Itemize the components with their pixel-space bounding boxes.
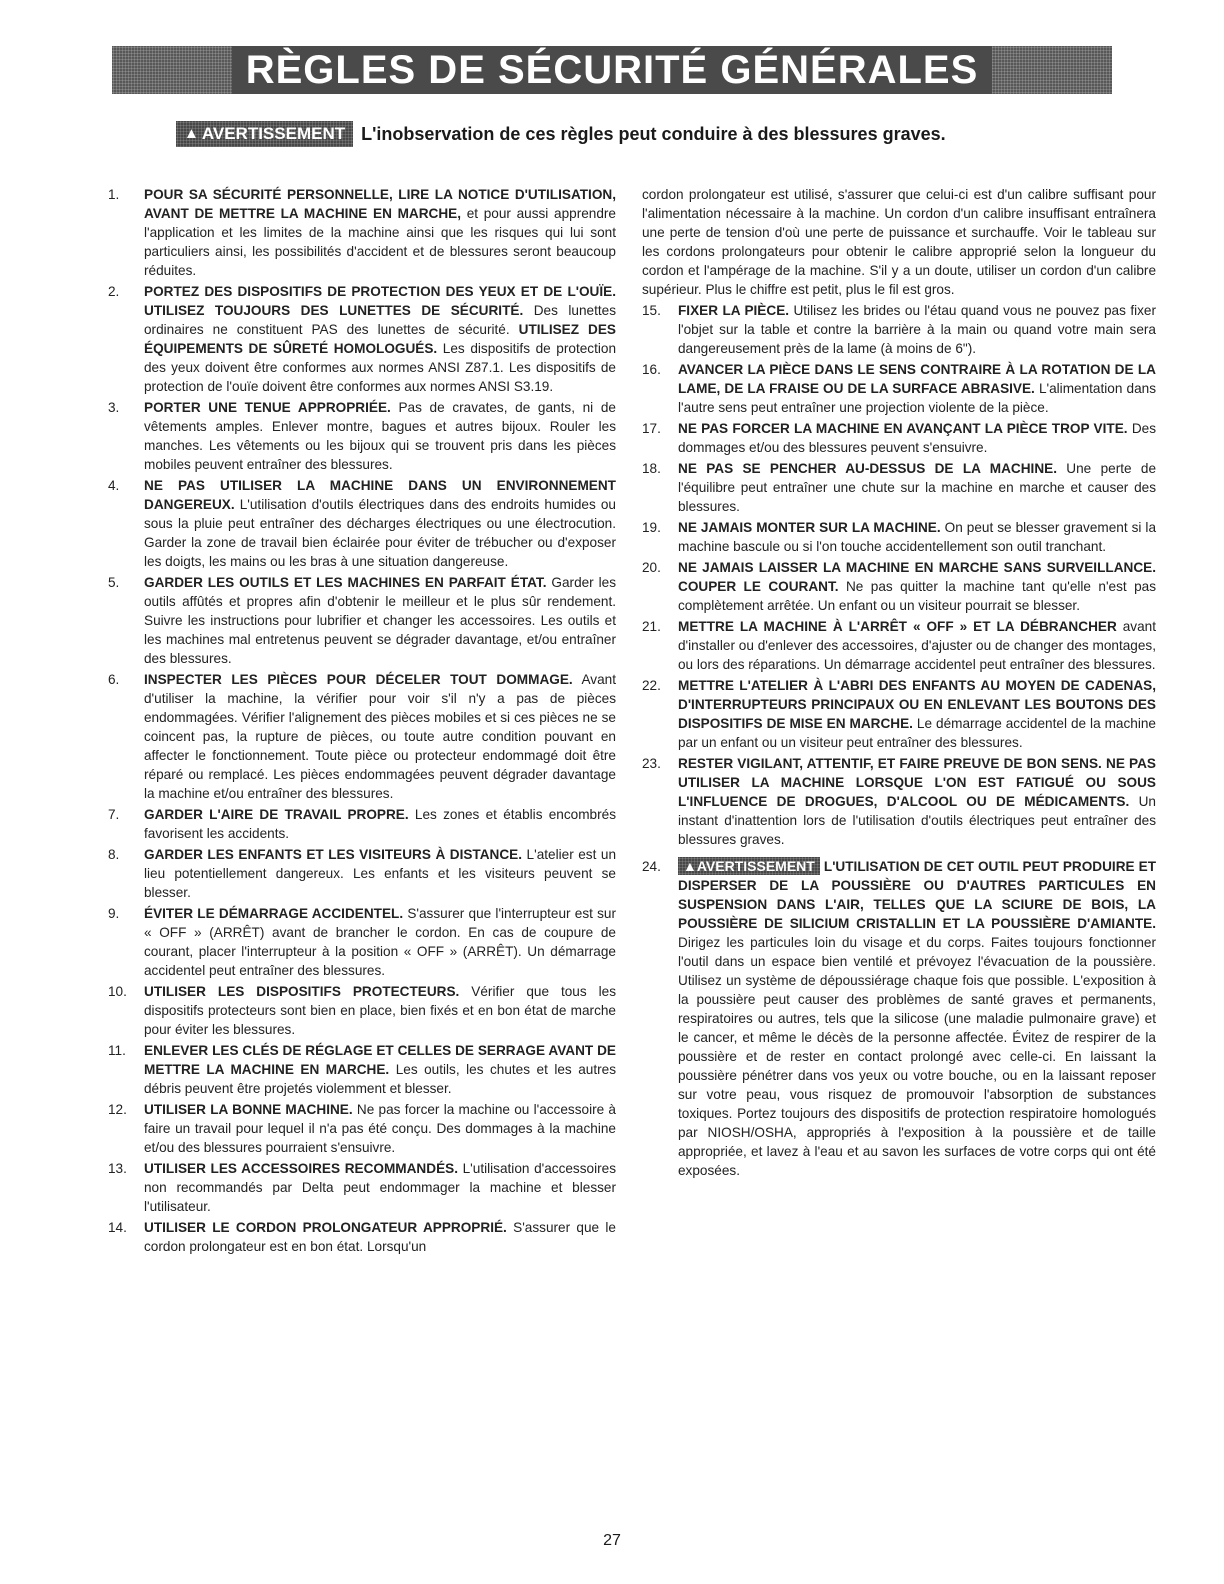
rule-item: [642, 754, 1156, 849]
page-title: RÈGLES DE SÉCURITÉ GÉNÉRALES: [232, 46, 993, 94]
left-column: [108, 185, 616, 1258]
rule-number: 15.: [642, 303, 661, 318]
rule-text: Les zones et établis encombrés favorisent les accidents.: [144, 807, 616, 841]
rule-heading: PORTER UNE TENUE APPROPRIÉE.: [144, 400, 391, 415]
rule-heading: L'UTILISATION DE CET OUTIL PEUT PRODUIRE ET DISPERSER DE LA POUSSIÈRE OU D'AUTRES PARTICULES EN SUSPENSION DANS L'AIR, TELLES QUE LA SCIURE DE BOIS, LA POUSSIÈRE DE SILICIUM CRISTALLIN ET LA POUSSIÈRE D'AMIANTE.: [678, 859, 1156, 931]
rule-number: 4.: [108, 478, 120, 493]
rule-item: [108, 904, 616, 980]
rule-heading: NE JAMAIS MONTER SUR LA MACHINE.: [678, 520, 941, 535]
rule-item: [108, 845, 616, 902]
rule-number: 24.: [642, 859, 661, 874]
rule-number: 3.: [108, 400, 120, 415]
rule-item: [108, 805, 616, 843]
rule-heading: GARDER L'AIRE DE TRAVAIL PROPRE.: [144, 807, 409, 822]
rule-number: 2.: [108, 284, 120, 299]
rule-text: L'atelier est un lieu potentiellement dangereux. Les enfants et les visiteurs peuvent se blesser.: [144, 847, 617, 900]
rule-heading: UTILISER LES DISPOSITIFS PROTECTEURS.: [144, 984, 460, 999]
rule-item: [108, 982, 616, 1039]
page-title-banner: [112, 46, 1112, 94]
rule-item: [108, 476, 616, 571]
rule-number: 13.: [108, 1161, 127, 1176]
rule-heading: NE PAS FORCER LA MACHINE EN AVANÇANT LA PIÈCE TROP VITE.: [678, 421, 1128, 436]
rule-item: [108, 398, 616, 474]
rule-item: [642, 459, 1156, 516]
rule-heading: METTRE L'ATELIER À L'ABRI DES ENFANTS AU MOYEN DE CADENAS, D'INTERRUPTEURS PRINCIPAUX OU EN ENLEVANT LES BOUTONS DES DISPOSITIFS DE MISE EN MARCHE.: [678, 678, 1156, 731]
rule-number: 21.: [642, 619, 661, 634]
rule-text: S'assurer que l'interrupteur est sur « OFF » (ARRÊT) avant de brancher le cordon. En cas de coupure de courant, placer l'interrupteur à la position « OFF » (ARRÊT). Un démarrage accidentel peut entraîner des blessures.: [144, 906, 616, 978]
rule-number: 19.: [642, 520, 661, 535]
rule-number: 16.: [642, 362, 661, 377]
rule-text: Ne pas quitter la machine tant qu'elle n'est pas complètement arrêtée. Un enfant ou un visiteur pourrait se blesser.: [678, 579, 1156, 613]
rule-heading: UTILISER LE CORDON PROLONGATEUR APPROPRIÉ.: [144, 1220, 507, 1235]
rule-item: [642, 360, 1156, 417]
rule-text: Une perte de l'équilibre peut entraîner une chute sur la machine en marche et causer des blessures.: [678, 461, 1157, 514]
right-column: [642, 185, 1156, 1182]
rule-heading: NE PAS UTILISER LA MACHINE DANS UN ENVIRONNEMENT DANGEREUX.: [144, 478, 616, 512]
rule-text: Les outils, les chutes et les autres débris peuvent être projetés violemment et blesser.: [144, 1062, 616, 1096]
rule-number: 1.: [108, 187, 120, 202]
rule-item: [642, 558, 1156, 615]
rule-heading: AVANCER LA PIÈCE DANS LE SENS CONTRAIRE À LA ROTATION DE LA LAME, DE LA FRAISE OU DE LA SURFACE ABRASIVE.: [678, 362, 1156, 396]
rule-number: 6.: [108, 672, 120, 687]
rule-number: 9.: [108, 906, 120, 921]
rule-number: 7.: [108, 807, 120, 822]
rule-item: [108, 573, 616, 668]
rule-heading: POUR SA SÉCURITÉ PERSONNELLE, LIRE LA NOTICE D'UTILISATION, AVANT DE METTRE LA MACHINE EN MARCHE,: [144, 187, 616, 221]
rule-heading: NE PAS SE PENCHER AU-DESSUS DE LA MACHINE.: [678, 461, 1057, 476]
rule-number: 5.: [108, 575, 120, 590]
rule-heading: GARDER LES OUTILS ET LES MACHINES EN PARFAIT ÉTAT.: [144, 575, 547, 590]
rule-heading: PORTEZ DES DISPOSITIFS DE PROTECTION DES YEUX ET DE L'OUÏE. UTILISEZ TOUJOURS DES LUNETTES DE SÉCURITÉ.: [144, 284, 616, 318]
rule-number: 20.: [642, 560, 661, 575]
rule-item: [108, 670, 616, 803]
warning-triangle-icon: ▲: [184, 125, 199, 142]
rule-item: [108, 185, 616, 280]
rule-heading: FIXER LA PIÈCE.: [678, 303, 790, 318]
rule-item: [642, 518, 1156, 556]
rule-number: 22.: [642, 678, 661, 693]
rule-item: [108, 1218, 616, 1256]
rule-heading: UTILISER LA BONNE MACHINE.: [144, 1102, 353, 1117]
rule-heading: INSPECTER LES PIÈCES POUR DÉCELER TOUT DOMMAGE.: [144, 672, 573, 687]
warning-header: [176, 119, 946, 149]
warning-badge-label: AVERTISSEMENT: [201, 124, 346, 143]
rule-item: [108, 1041, 616, 1098]
rule-text: Le démarrage accidentel de la machine par un enfant ou un visiteur peut entraîner des blessures.: [678, 716, 1156, 750]
warning-text: L'inobservation de ces règles peut conduire à des blessures graves.: [361, 123, 946, 144]
rule-text: Pas de cravates, de gants, ni de vêtements amples. Enlever montre, bagues et autres bijoux. Rouler les manches. Les vêtements ou les bijoux qui se trouvent pris dans les pièces mobiles peuvent entraîner des blessures.: [144, 400, 616, 472]
rule-heading: UTILISER LES ACCESSOIRES RECOMMANDÉS.: [144, 1161, 458, 1176]
rule-text: On peut se blesser gravement si la machine bascule ou si l'on touche accidentellement son outil tranchant.: [678, 520, 1156, 554]
rule-heading: ENLEVER LES CLÉS DE RÉGLAGE ET CELLES DE SERRAGE AVANT DE METTRE LA MACHINE EN MARCHE.: [144, 1043, 616, 1077]
rule-number: 14.: [108, 1220, 127, 1235]
rule-item: [108, 282, 616, 396]
rule-number: 18.: [642, 461, 661, 476]
rule-number: 12.: [108, 1102, 127, 1117]
rule-text: Vérifier que tous les dispositifs protecteurs sont bien en place, bien fixés et en bon état de marche pour éviter les blessures.: [144, 984, 616, 1037]
rule-text: L'alimentation dans l'autre sens peut entraîner une projection violente de la pièce.: [678, 381, 1156, 415]
rule-item: [642, 419, 1156, 457]
rule-item: [642, 301, 1156, 358]
rule-text: Des dommages et/ou des blessures peuvent s'ensuivre.: [678, 421, 1156, 455]
rule-item-24: [642, 857, 1156, 1180]
rule-heading: METTRE LA MACHINE À L'ARRÊT « OFF » ET LA DÉBRANCHER: [678, 619, 1117, 634]
warning-badge-label: AVERTISSEMENT: [696, 858, 815, 874]
rule-item: [108, 1100, 616, 1157]
warning-badge: [176, 121, 353, 147]
rule-text: Ne pas forcer la machine ou l'accessoire à faire un travail pour lequel il n'a pas été conçu. Des dommages à la machine et/ou des blessures pourraient s'ensuivre.: [144, 1102, 616, 1155]
rule-text: et pour aussi apprendre l'application et les limites de la machine ainsi que les risques qui lui sont particuliers ainsi, les possibilités d'accident et de blessures seront beaucoup réduites.: [144, 206, 616, 278]
warning-triangle-icon: ▲: [683, 858, 697, 874]
rule-heading: GARDER LES ENFANTS ET LES VISITEURS À DISTANCE.: [144, 847, 523, 862]
rule-text: L'utilisation d'accessoires non recommandés par Delta peut endommager la machine et blesser l'utilisateur.: [144, 1161, 616, 1214]
rule-text: S'assurer que le cordon prolongateur est en bon état. Lorsqu'un: [144, 1220, 616, 1254]
rule-text: Utilisez les brides ou l'étau quand vous ne pouvez pas fixer l'objet sur la table et contre la barrière à la main ou quand votre main sera dangereusement près de la lame (à moins de 6").: [678, 303, 1157, 356]
rule-number: 10.: [108, 984, 127, 999]
rule-heading: NE JAMAIS LAISSER LA MACHINE EN MARCHE SANS SURVEILLANCE. COUPER LE COURANT.: [678, 560, 1156, 594]
rule-text: avant d'installer ou d'enlever des accessoires, d'ajuster ou de changer des montages, ou lors des réparations. Un démarrage accidentel peut entraîner des blessures.: [678, 619, 1156, 672]
page-number: 27: [603, 1532, 621, 1549]
rule-14-continuation: cordon prolongateur est utilisé, s'assurer que celui-ci est d'un calibre suffisant pour l'alimentation nécessaire à la machine. Un cordon d'un calibre insuffisant entraînera une perte de tension d'où une perte de puissance et surchauffe. Voir le tableau sur les cordons prolongateurs pour obtenir le calibre approprié selon la longueur du cordon et l'ampérage de la machine. S'il y a un doute, utiliser un cordon d'un calibre supérieur. Plus le chiffre est petit, plus le fil est gros.: [642, 187, 1156, 297]
rule-number: 11.: [108, 1043, 126, 1058]
rule-number: 23.: [642, 756, 661, 771]
rule-text: Dirigez les particules loin du visage et du corps. Faites toujours fonctionner l'outil dans un espace bien ventilé et prévoyez l'évacuation de la poussière. Utilisez un système de dépoussiérage chaque fois que possible. L'exposition à la poussière peut causer des problèmes de santé graves et permanents, respiratoires ou autres, tels que la silicose (une maladie pulmonaire grave) et le cancer, et même le décès de la personne affectée. Évitez de respirer de la poussière et de rester en contact prolongé avec celle-ci. En laissant la poussière pénétrer dans vos yeux ou votre bouche, ou en la laissant reposer sur votre peau, vous risquez de promouvoir l'absorption de substances toxiques. Portez toujours des dispositifs de protection respiratoire homologués par NIOSH/OSHA, appropriés à l'exposition à la poussière et de taille appropriée, et lavez à l'eau et au savon les surfaces de votre corps qui ont été exposées.: [678, 935, 1156, 1178]
rule-item: [108, 1159, 616, 1216]
rule-heading: UTILISEZ DES ÉQUIPEMENTS DE SÛRETÉ HOMOLOGUÉS.: [144, 322, 616, 356]
rule-heading: RESTER VIGILANT, ATTENTIF, ET FAIRE PREUVE DE BON SENS. NE PAS UTILISER LA MACHINE LORSQUE L'ON EST FATIGUÉ OU SOUS L'INFLUENCE DE DROGUES, D'ALCOOL OU DE MÉDICAMENTS.: [678, 756, 1156, 809]
rule-text: Un instant d'inattention lors de l'utilisation d'outils électriques peut entraîner des blessures graves.: [678, 794, 1156, 847]
rule-heading: ÉVITER LE DÉMARRAGE ACCIDENTEL.: [144, 906, 404, 921]
warning-badge: [678, 857, 820, 875]
rule-text: Les dispositifs de protection des yeux doivent être conformes aux normes ANSI Z87.1. Les dispositifs de protection de l'ouïe doivent être conformes aux normes ANSI S3.19.: [144, 341, 617, 394]
rule-item: [642, 676, 1156, 752]
rule-item: [642, 617, 1156, 674]
rule-number: 8.: [108, 847, 120, 862]
rule-text: L'utilisation d'outils électriques dans des endroits humides ou sous la pluie peut entraîner des décharges électriques ou une électrocution. Garder la zone de travail bien éclairée pour éviter de trébucher ou d'exposer les doigts, les mains ou les bras à une situation dangereuse.: [144, 497, 616, 569]
rule-text: Des lunettes ordinaires ne constituent PAS des lunettes de sécurité.: [144, 303, 616, 337]
rule-text: Avant d'utiliser la machine, la vérifier pour voir s'il n'y a pas de pièces endommagées. Vérifier l'alignement des pièces mobiles et si ces pièces ne se coincent pas, la rupture de pièces, ou toute autre condition pouvant en affecter le fonctionnement. Toute pièce ou protecteur endommagé doit être réparé ou remplacé. Les pièces endommagées peuvent dégrader davantage la machine et/ou entraîner des blessures.: [144, 672, 617, 801]
rule-number: 17.: [642, 421, 661, 436]
rule-text: Garder les outils affûtés et propres afin d'obtenir le meilleur et le plus sûr rendement. Suivre les instructions pour lubrifier et changer les accessoires. Les outils et les machines mal entretenus peuvent se dégrader davantage, et/ou entraîner des blessures.: [144, 575, 616, 666]
